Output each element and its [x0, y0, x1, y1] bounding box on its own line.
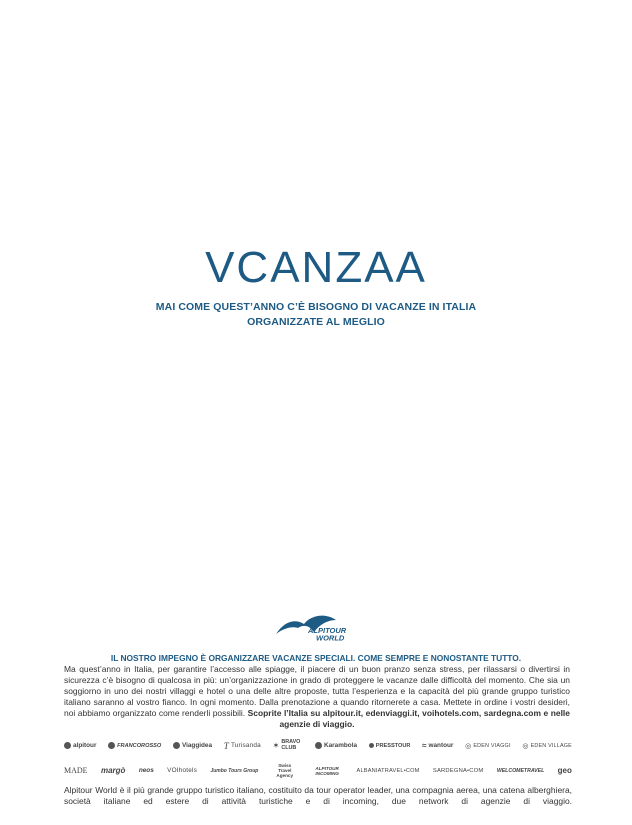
ring-logo-icon: ◎	[522, 742, 529, 750]
circle-logo-icon	[315, 742, 322, 749]
swirl-logo-icon	[108, 742, 115, 749]
brand-welcometravel: WELCOMETRAVEL	[496, 767, 545, 774]
brand-neos: neos	[138, 767, 154, 774]
circle-logo-icon	[64, 742, 71, 749]
body-paragraph	[64, 664, 570, 731]
ring-logo-icon: ◎	[465, 742, 472, 750]
circle-logo-icon	[173, 742, 180, 749]
brand-alpitour-incoming: ALPITOUR INCOMING	[315, 765, 339, 776]
brand-albaniatravel: ALBANIATRAVEL•COM	[356, 767, 420, 774]
brand-voihotels: VOIhotels	[167, 767, 198, 774]
brand-francorosso: FRANCOROSSO	[108, 742, 161, 749]
call-to-action: Scoprite l’Italia su alpitour.it, edenviaggi.it, voihotels.com, sardegna.com e nelle agenzie di viaggio.	[247, 708, 570, 730]
brand-wantour: ≈ wantour	[422, 741, 454, 751]
brand-alpitour: alpitour	[64, 742, 96, 749]
circle-logo-icon	[369, 743, 374, 748]
brand-jumbo-tours: Jumbo Tours Group	[210, 767, 259, 774]
brand-logos-row2	[64, 763, 572, 778]
star-logo-icon: ✶	[272, 741, 280, 751]
brand-eden-viaggi: ◎ EDEN VIAGGI	[465, 742, 511, 750]
brand-viaggidea: Viaggidea	[173, 742, 212, 749]
brand-bravo-club: ✶ BRAVO CLUB	[272, 739, 301, 751]
brand-margo: margò	[100, 766, 126, 775]
alpitour-world-logo	[270, 612, 366, 642]
brand-made: MADE	[64, 766, 88, 775]
headline: VCANZAA	[205, 243, 427, 292]
brand-presstour: PRESSTOUR	[369, 743, 411, 749]
footer-paragraph: Alpitour World è il più grande gruppo turistico italiano, costituito da tour operator leader, una compagnia aerea, una catena alberghiera, società italiane ed estere di attività turistiche e di incoming, due network di agenzie di viaggio.	[64, 785, 572, 806]
brand-eden-village: ◎ EDEN VILLAGE	[522, 742, 572, 750]
logo-line2: WORLD	[316, 633, 345, 642]
body-text: Ma quest’anno in Italia, per garantire l’accesso alle spiagge, il piacere di un buon pranzo senza stress, per rilassarsi o divertirsi in sicurezza c’è bisogno di qualcosa in più: un’organizzazione in grado di proteggere le vacanze dalle difficoltà del momento. Che sia un soggiorno in uno dei nostri villaggi e hotel o una delle altre proposte, tutta l’esperienza e la capacità del più grande gruppo turistico italiano saranno al vostro fianco. In ogni momento. Dalla prenotazione a quando ritornerete a casa. Mettete in ordine i vostri desideri, noi abbiamo organizzato come renderli possibili.	[64, 664, 570, 719]
subheadline-line1: MAI COME QUEST’ANNO C’È BISOGNO DI VACANZE IN ITALIA	[155, 301, 477, 313]
commitment-heading: IL NOSTRO IMPEGNO È ORGANIZZARE VACANZE SPECIALI. COME SEMPRE E NONOSTANTE TUTTO.	[110, 653, 522, 663]
subheadline-line2: ORGANIZZATE AL MEGLIO	[247, 316, 385, 328]
script-t-icon: T	[223, 740, 229, 751]
logo-line1: ALPITOUR	[308, 626, 347, 635]
brand-swiss-travel: Swiss Travel Agency	[276, 763, 294, 778]
brand-sardegna: SARDEGNA•COM	[432, 767, 484, 774]
wave-logo-icon: ≈	[422, 741, 427, 751]
brand-geo: geo	[557, 766, 572, 775]
brand-karambola: Karambola	[315, 742, 357, 749]
brand-logos-row1	[64, 740, 572, 752]
brand-turisanda: T Turisanda	[223, 740, 261, 751]
